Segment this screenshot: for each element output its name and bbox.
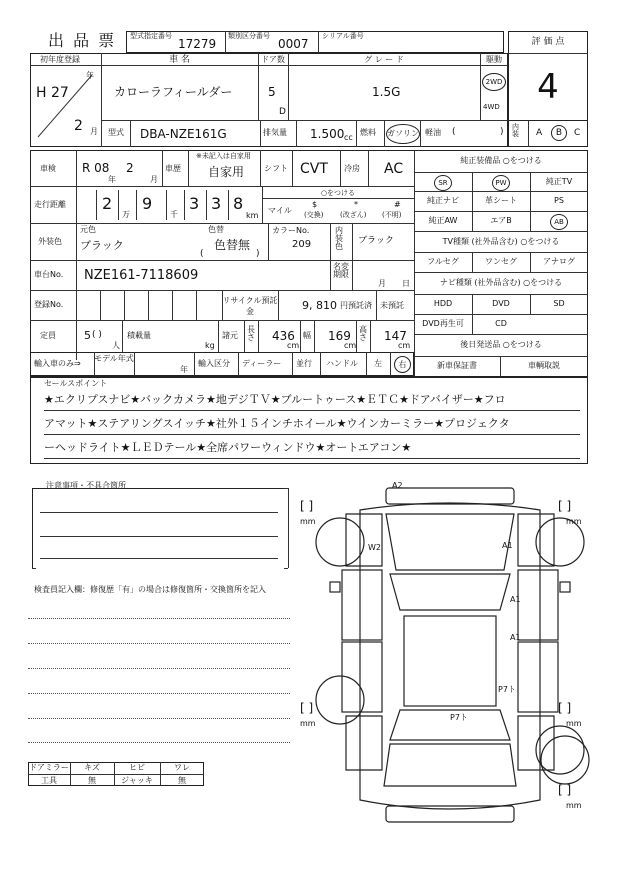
chassis-value: NZE161-7118609	[84, 268, 199, 283]
length-unit: cm	[287, 341, 300, 350]
mark-a2: A2	[392, 481, 403, 490]
legend-h1: ドアミラー	[29, 763, 69, 772]
ac-label: 冷房	[344, 164, 360, 173]
first-reg-year-unit: 年	[86, 71, 94, 80]
sales-line-1: ★エクリプスナビ★バックカメラ★地デジＴＶ★ブルートゥース★ＥＴＣ★ドアバイザー★フロ	[44, 393, 506, 406]
capacity-value: 5	[84, 329, 91, 342]
mark-a1-front: A1	[502, 541, 513, 550]
hash-option: #	[394, 200, 401, 209]
mark-a1-door-rear: A1	[510, 633, 521, 642]
class-no-label: 類別区分番号	[228, 32, 270, 40]
equip-tv: 純正TV	[545, 177, 573, 186]
name-change-day: 日	[402, 279, 410, 288]
legend-r3: ジャッキ	[121, 776, 153, 785]
tire-bracket-rl: [ ]	[300, 701, 314, 715]
color-paren-close: )	[256, 249, 260, 259]
recycle-value: 9, 810	[302, 299, 337, 312]
dollar-option: $	[312, 200, 318, 209]
equip-airbag: エアB	[490, 216, 512, 225]
legend-h3: ヒビ	[129, 763, 145, 772]
first-reg-era: H 27	[36, 85, 69, 101]
model-year-unit: 年	[180, 365, 188, 374]
sales-line-3: ーヘッドライト★ＬＥＤテール★全席パワーウィンドウ★オートエアコン★	[44, 441, 412, 454]
recycle-unit: 円預託済	[340, 301, 372, 310]
shift-value: CVT	[300, 161, 328, 177]
height-label: 高さ	[359, 325, 367, 342]
legend-r2: 無	[88, 776, 96, 785]
tire-mm-fr: mm	[566, 517, 582, 526]
tv-fullseg: フルセグ	[427, 257, 459, 266]
load-label: 積載量	[127, 331, 151, 340]
drive-label: 駆動	[486, 55, 502, 64]
color-code-value: 209	[292, 239, 312, 250]
handle-right-circled: 右	[394, 356, 411, 373]
mileage-man: 万	[122, 210, 130, 219]
mileage-sen: 千	[170, 210, 178, 219]
equipment-title: 純正装備品 ○をつける	[460, 156, 542, 165]
unknown-option: (不明)	[382, 211, 402, 219]
legend-h4: ワレ	[174, 763, 190, 772]
fuel-gasoline-circled: ガソリン	[386, 124, 420, 144]
later-warranty: 新車保証書	[437, 361, 477, 370]
inspector-label: 検査員記入欄：修復歴「有」の場合は修復箇所・交換箇所を記入	[34, 585, 266, 594]
dealer-option: ディーラー	[242, 359, 282, 368]
shaken-year-unit: 年	[108, 175, 116, 184]
orig-color-value: ブラック	[80, 239, 124, 252]
fuel-paren-open: (	[452, 127, 456, 137]
drive-4wd: 4WD	[483, 103, 500, 111]
displacement-value: 1.500	[310, 127, 345, 141]
recycle-status: 未預託	[380, 301, 404, 310]
light-oil: 軽油	[425, 128, 441, 137]
mile-option: マイル	[268, 206, 292, 215]
equip-abs-circled: AB	[550, 214, 568, 230]
shaken-era: R 08	[82, 161, 110, 175]
mileage-attach-note: ○をつける	[320, 189, 356, 197]
int-color-value: ブラック	[358, 236, 394, 246]
capacity-paren: ( )	[92, 330, 102, 340]
chassis-label: 車台No.	[34, 270, 64, 279]
import-type-label: 輸入区分	[198, 359, 230, 368]
length-value: 436	[272, 329, 295, 343]
fuel-label: 燃料	[360, 128, 376, 137]
interior-c: C	[574, 128, 581, 138]
navi-hdd: HDD	[433, 299, 453, 308]
tire-mm-rr: mm	[566, 719, 582, 728]
interior-label: 内装	[512, 123, 519, 138]
equip-aw: 純正AW	[428, 216, 458, 225]
mark-p7-rear-quarter: P7ト	[498, 685, 516, 694]
interior-b-circled: B	[551, 125, 567, 141]
doors-value: 5	[268, 85, 276, 99]
legend-h2: キズ	[84, 763, 100, 772]
equip-navi: 純正ナビ	[427, 196, 459, 205]
mileage-digit-2: 9	[142, 194, 153, 213]
width-value: 169	[328, 329, 351, 343]
equip-sunroof-circled: SR	[434, 175, 452, 191]
handle-label: ハンドル	[326, 359, 358, 368]
width-unit: cm	[344, 341, 357, 350]
tv-type-title: TV種類 (社外品含む) ○をつける	[442, 237, 560, 246]
dims-label: 諸元	[222, 331, 238, 340]
recycle-label: リサイクル預託金	[222, 296, 278, 316]
navi-cd: CD	[495, 319, 507, 328]
length-label: 長さ	[247, 325, 255, 342]
eval-score: 4	[537, 67, 559, 107]
later-title: 後日発送品 ○をつける	[460, 340, 542, 349]
mark-a1-door-front: A1	[510, 595, 521, 604]
usage-note: ※未記入は自家用	[196, 152, 251, 160]
tire-mm-fl: mm	[300, 517, 316, 526]
mark-w2: W2	[368, 543, 381, 552]
int-color-label: 内装色	[335, 226, 343, 251]
width-label: 幅	[303, 331, 311, 340]
mileage-digit-4: 3	[211, 194, 222, 213]
color-code-label: カラーNo.	[272, 226, 310, 235]
capacity-label: 定員	[40, 331, 56, 340]
displacement-label: 排気量	[263, 128, 287, 137]
grade-label: グ レ ー ド	[364, 55, 404, 64]
height-unit: cm	[398, 341, 411, 350]
tire-bracket-fl: [ ]	[300, 499, 314, 513]
equip-ps: PS	[554, 196, 564, 205]
car-name-value: カローラフィールダー	[114, 85, 233, 99]
mileage-digit-1: 2	[102, 194, 113, 213]
eval-label: 評 価 点	[531, 37, 565, 47]
capacity-unit: 人	[112, 341, 120, 350]
equip-pw-circled: PW	[492, 175, 510, 191]
model-year-label: モデル年式	[94, 354, 134, 363]
type-cert-label: 型式指定番号	[130, 32, 172, 40]
tire-mm-rl: mm	[300, 719, 316, 728]
ac-value: AC	[384, 161, 404, 177]
door-suffix: D	[279, 107, 286, 117]
cc-unit: cc	[344, 133, 353, 142]
sales-line-2: アマット★ステアリングスイッチ★社外１５インチホイール★ウインカーミラー★プロジェクタ	[44, 417, 510, 430]
sales-label: セールスポイント	[44, 379, 108, 388]
navi-sd: SD	[553, 299, 565, 308]
load-unit: kg	[205, 341, 215, 350]
parallel-option: 並行	[296, 359, 312, 368]
tire-bracket-fr: [ ]	[558, 499, 572, 513]
km-unit: km	[246, 211, 259, 220]
equip-leather: 革シート	[485, 196, 517, 205]
interior-a: A	[536, 128, 543, 138]
mark-p7-rear: P7ト	[450, 713, 468, 722]
tire-bracket-rr: [ ]	[558, 701, 572, 715]
ext-color-label: 外装色	[38, 237, 62, 246]
height-value: 147	[384, 329, 407, 343]
type-cert-value: 17279	[178, 37, 217, 51]
handle-left: 左	[374, 359, 382, 368]
serial-label: シリアル番号	[322, 32, 364, 40]
navi-dvd: DVD	[492, 299, 510, 308]
legend-r4: 無	[178, 776, 186, 785]
car-name-label: 車 名	[169, 55, 190, 65]
class-no-value: 0007	[278, 37, 309, 51]
color-paren-open: (	[200, 249, 204, 259]
color-change-label: 色替	[208, 225, 224, 234]
later-manual: 車輌取説	[528, 361, 560, 370]
star-option: *	[354, 200, 358, 209]
first-reg-label: 初年度登録	[40, 55, 80, 64]
form-title: 出 品 票	[48, 31, 117, 50]
door-label: ドア数	[261, 55, 285, 64]
navi-type-title: ナビ種類 (社外品含む) ○をつける	[439, 278, 563, 287]
shift-label: シフト	[264, 164, 288, 173]
caution-frame	[32, 488, 289, 569]
tire-bracket-spare: [ ]	[558, 783, 572, 797]
drive-2wd-circled: 2WD	[482, 73, 506, 91]
name-change-label: 名変期限	[333, 262, 349, 279]
color-change-value: 色替無	[214, 238, 251, 252]
mileage-label: 走行距離	[34, 200, 66, 209]
caution-label: 注意事項・不具合箇所	[46, 481, 126, 490]
first-reg-month: 2	[74, 118, 83, 134]
shaken-month-unit: 月	[150, 175, 158, 184]
navi-dvd-play: DVD再生可	[422, 319, 464, 328]
name-change-month: 月	[378, 279, 386, 288]
model-label: 型式	[108, 128, 124, 137]
tv-analog: アナログ	[543, 257, 575, 266]
mileage-digit-5: 8	[233, 194, 244, 213]
mileage-digit-3: 3	[189, 194, 200, 213]
tamper-option: (改ざん)	[340, 211, 367, 219]
tire-mm-spare: mm	[566, 801, 582, 810]
fuel-paren-close: )	[500, 127, 504, 137]
shaken-month: 2	[126, 161, 134, 175]
usage-value: 自家用	[208, 165, 245, 179]
import-label: 輸入車のみ⇒	[34, 359, 81, 368]
shaken-label: 車検	[40, 164, 56, 173]
legend-r1: 工具	[41, 776, 57, 785]
first-reg-month-unit: 月	[90, 127, 98, 136]
usage-label: 車歴	[165, 164, 181, 173]
tv-oneseg: ワンセグ	[485, 257, 517, 266]
exchange-option: (交換)	[304, 211, 324, 219]
grade-value: 1.5G	[372, 85, 401, 99]
model-value: DBA-NZE161G	[140, 127, 227, 141]
reg-label: 登録No.	[34, 300, 64, 309]
orig-color-label: 元色	[80, 225, 96, 234]
